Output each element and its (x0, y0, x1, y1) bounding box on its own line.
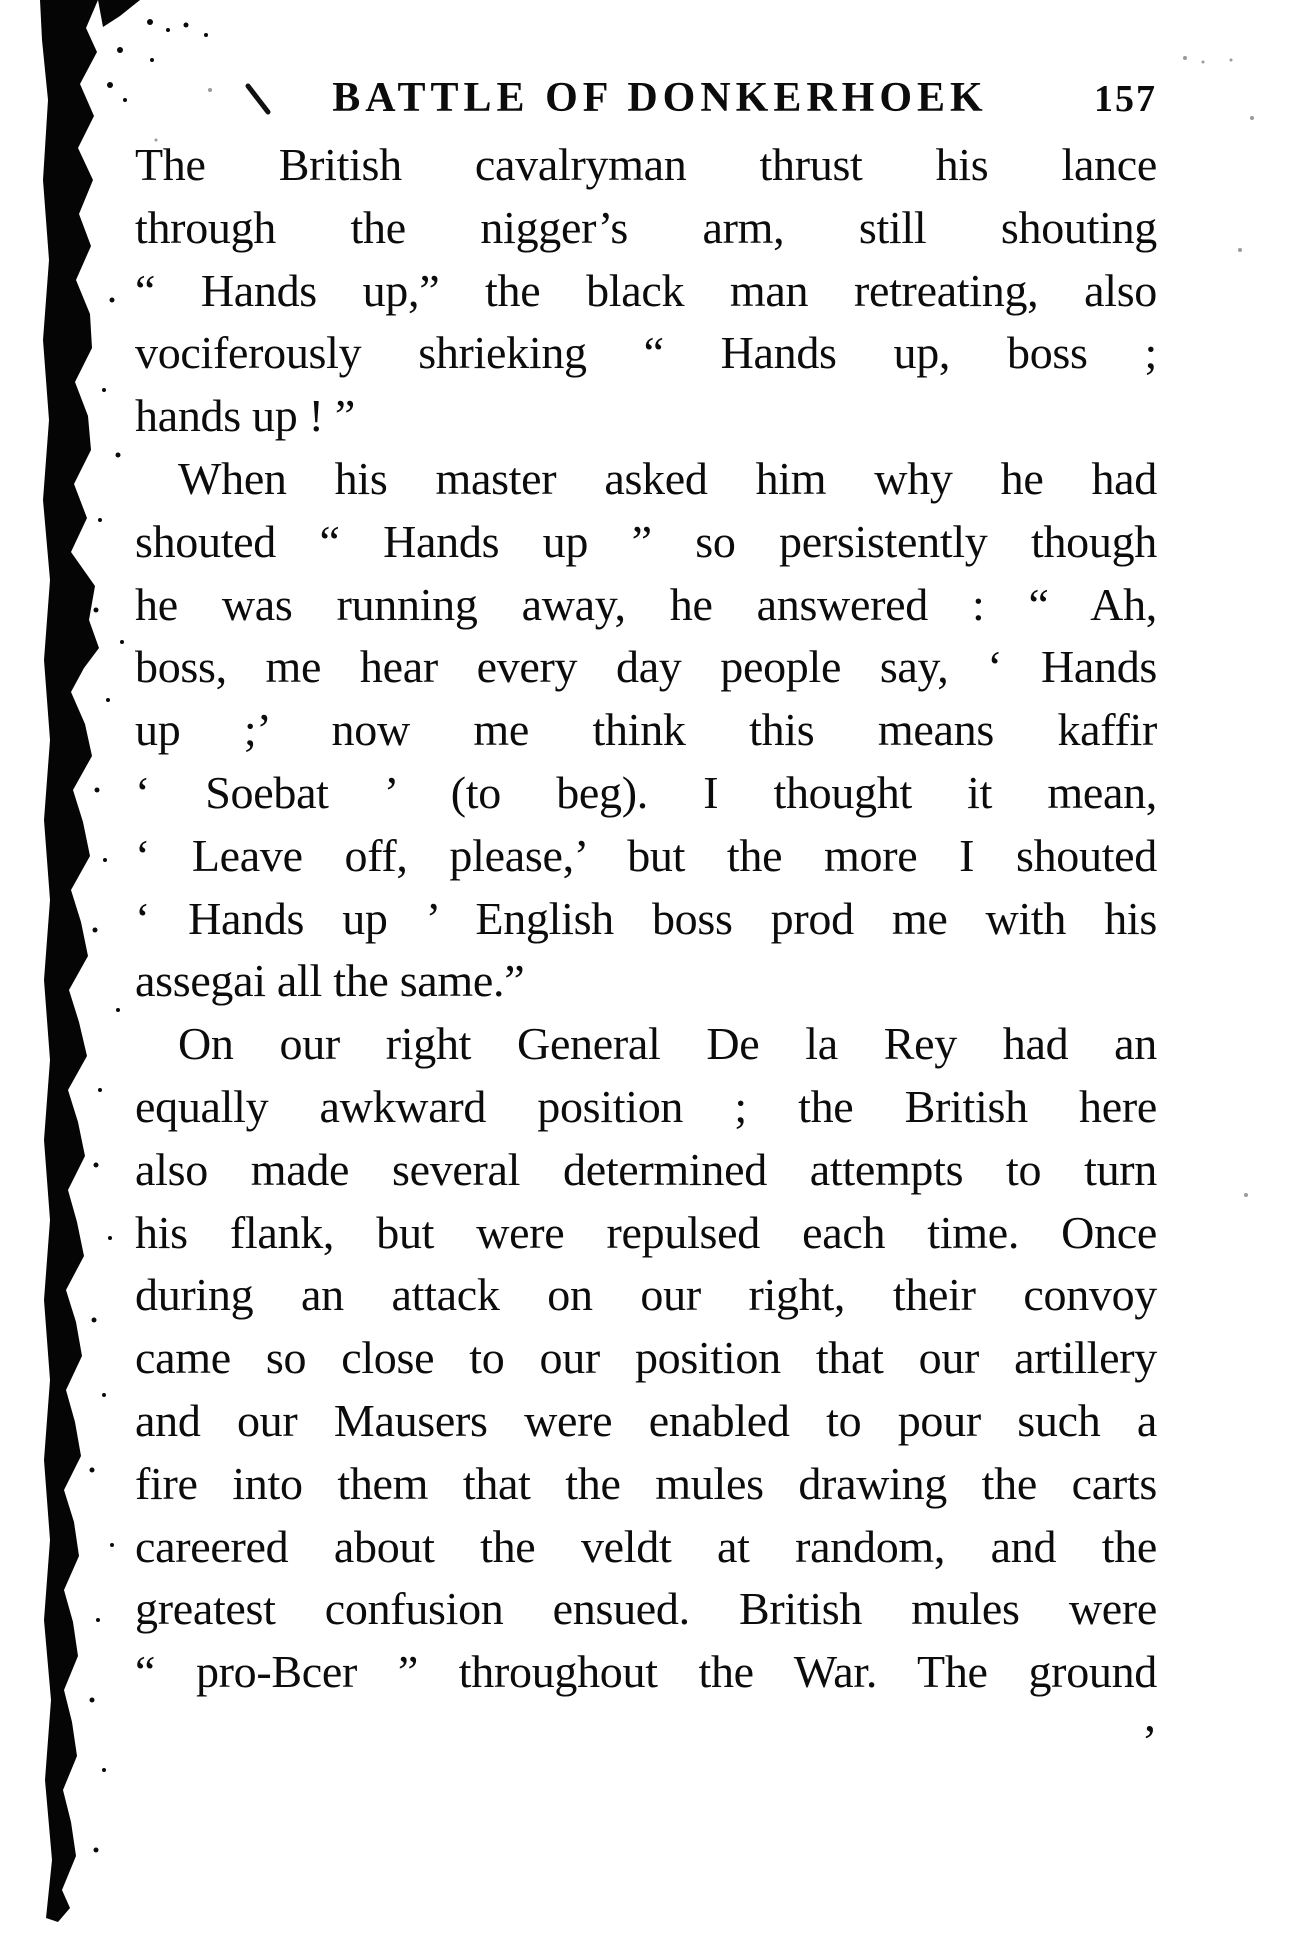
text-line: assegai all the same.” (135, 955, 525, 1007)
text-line: careered about the veldt at random, and the (135, 1520, 1157, 1572)
text-line: hands up ! ” (135, 390, 355, 442)
text-line: and our Mausers were enabled to pour such a (135, 1394, 1157, 1446)
text-line: On our right General De la Rey had an (178, 1018, 1157, 1070)
text-line: greatest confusion ensued. British mules were (135, 1583, 1157, 1635)
text-line: equally awkward position ; the British here (135, 1080, 1157, 1132)
text-line: he was running away, he answered : “ Ah, (135, 578, 1157, 630)
dropped-comma: , (1144, 1689, 1156, 1742)
text-line: through the nigger’s arm, still shouting (135, 201, 1157, 253)
text-line: “ pro-Bcer ” throughout the War. The ground (135, 1646, 1157, 1698)
text-line: up ;’ now me think this means kaffir (135, 704, 1157, 756)
page-number: 157 (1094, 78, 1157, 120)
text-line: fire into them that the mules drawing the carts (135, 1457, 1157, 1509)
text-line: vociferously shrieking “ Hands up, boss ; (135, 327, 1157, 379)
running-header-title: BATTLE OF DONKERHOEK (332, 75, 988, 121)
text-line: during an attack on our right, their convoy (135, 1269, 1157, 1321)
torn-edge-corner-blob (98, 0, 140, 27)
text-line: The British cavalryman thrust his lance (135, 139, 1157, 190)
text-line: ‘ Soebat ’ (to beg). I thought it mean, (135, 766, 1157, 818)
page-header (135, 74, 1157, 122)
text-line: shouted “ Hands up ” so persistently though (135, 515, 1157, 567)
text-line: ‘ Leave off, please,’ but the more I shouted (135, 829, 1157, 881)
text-line: also made several determined attempts to turn (135, 1143, 1157, 1195)
text-line: boss, me hear every day people say, ‘ Hands (135, 641, 1157, 693)
text-line: ‘ Hands up ’ English boss prod me with his (135, 892, 1157, 944)
text-line: “ Hands up,” the black man retreating, also (135, 264, 1157, 316)
text-line: came so close to our position that our artillery (135, 1332, 1157, 1384)
text-line: his flank, but were repulsed each time. Once (135, 1206, 1157, 1258)
torn-edge-strip (40, 0, 99, 1922)
text-line: When his master asked him why he had (178, 452, 1157, 504)
page-text (135, 134, 1157, 1704)
